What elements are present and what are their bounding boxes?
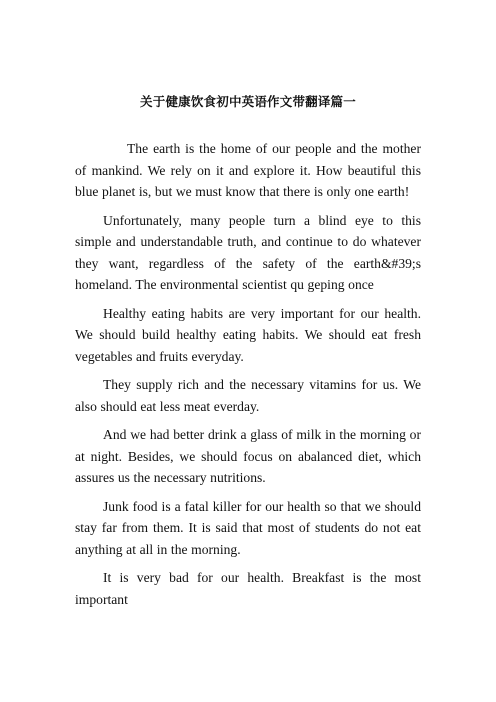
paragraph-6: Junk food is a fatal killer for our health so that we should stay far from them. It is said that most of students do not eat anything at all in the morning.: [75, 498, 421, 557]
paragraph-4: They supply rich and the necessary vitamins for us. We also should eat less meat everday.: [75, 377, 421, 414]
paragraph-1: The earth is the home of our people and the mother of mankind. We rely on it and explore it. How beautiful this blue planet is, but we must know that there is only one earth!: [75, 141, 421, 199]
paragraph-3: Healthy eating habits are very important for our health. We should build healthy eating habits. We should eat fresh vegetables and fruits everyday.: [75, 305, 421, 364]
document-title: 关于健康饮食初中英语作文带翻译篇一: [140, 94, 356, 109]
paragraph-5: And we had better drink a glass of milk in the morning or at night. Besides, we should focus on abalanced diet, which assures us the necessary nutritions.: [75, 427, 421, 485]
paragraph-7: It is very bad for our health. Breakfast is the most important: [75, 570, 421, 607]
paragraph-2: Unfortunately, many people turn a blind eye to this simple and understandable truth, and continue to do whatever they want, regardless of the safety of the earth&#39;s homeland. The environmental scientist qu geping once: [75, 212, 421, 292]
document-body: [75, 138, 421, 610]
